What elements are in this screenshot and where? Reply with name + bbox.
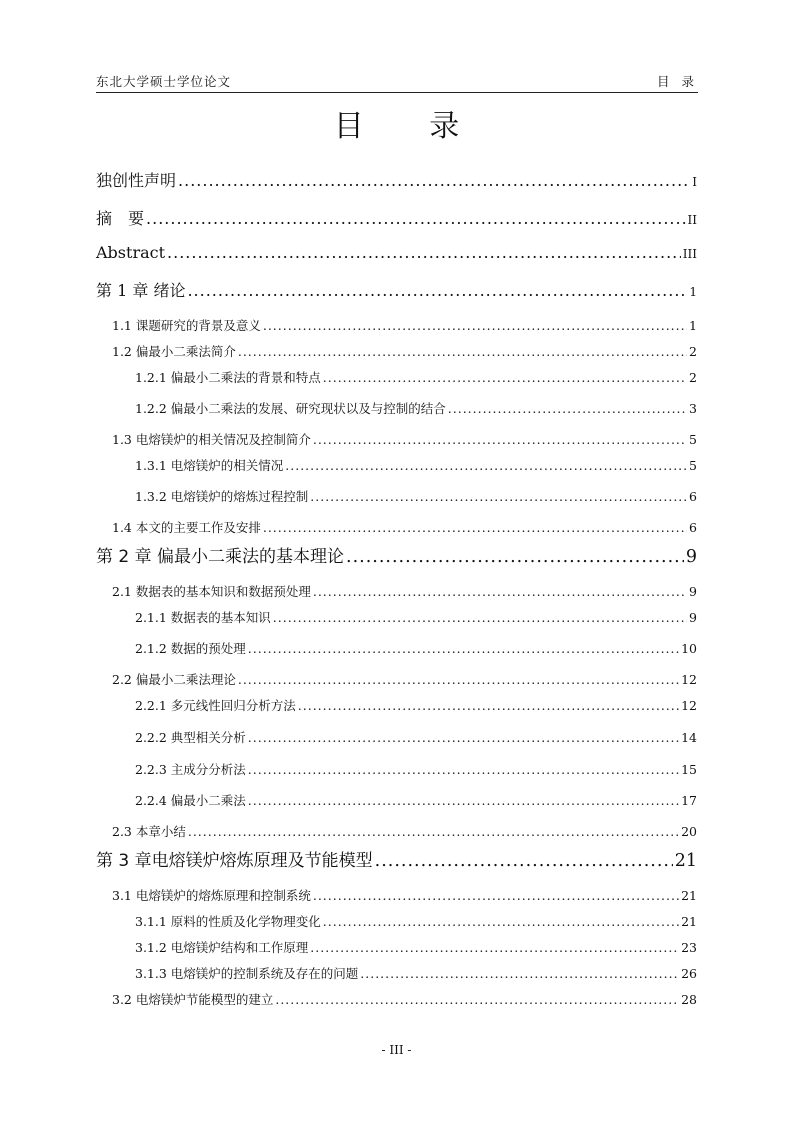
toc-entry-label: 1.2.1 偏最小二乘法的背景和特点 <box>135 370 321 385</box>
toc-entry-subsection[interactable] <box>135 456 697 474</box>
toc-entry-label: 3.1.1 原料的性质及化学物理变化 <box>135 914 321 929</box>
toc-entry-page: 5 <box>689 458 697 473</box>
toc-entry-section[interactable] <box>112 886 697 904</box>
toc-entry-page: 6 <box>689 520 697 535</box>
dot-leader <box>310 940 679 955</box>
toc-entry-abstract-cn[interactable] <box>96 206 697 229</box>
header-section-title: 目 录 <box>657 74 698 89</box>
toc-entry-page: III <box>682 247 697 261</box>
toc-entry-label: 2.2.3 主成分分析法 <box>135 762 246 777</box>
toc-entry-label: 2.2.2 典型相关分析 <box>135 730 246 745</box>
toc-entry-section[interactable] <box>112 316 697 334</box>
dot-leader <box>248 793 679 808</box>
toc-entry-label: 1.3 电熔镁炉的相关情况及控制简介 <box>112 432 311 447</box>
toc-entry-label: 摘 要 <box>96 209 145 228</box>
toc-entry-section[interactable] <box>112 670 697 688</box>
toc-entry-page: 2 <box>689 344 697 359</box>
toc-entry-subsection[interactable] <box>135 728 697 746</box>
toc-entry-chapter-2[interactable] <box>96 542 697 567</box>
toc-entry-subsection[interactable] <box>135 938 697 956</box>
toc-entry-page: 3 <box>689 401 697 416</box>
dot-leader <box>187 281 687 300</box>
toc-entry-page: 2 <box>689 370 697 385</box>
toc-entry-page: 21 <box>674 851 697 871</box>
toc-entry-section[interactable] <box>112 430 697 448</box>
toc-entry-label: 1.3.2 电熔镁炉的熔炼过程控制 <box>135 489 309 504</box>
toc-entry-page: 20 <box>681 824 697 839</box>
dot-leader <box>448 401 687 416</box>
toc-entry-subsection[interactable] <box>135 608 697 626</box>
dot-leader <box>346 547 684 567</box>
toc-entry-label: 第 3 章电熔镁炉熔炼原理及节能模型 <box>96 851 373 871</box>
toc-entry-section[interactable] <box>112 518 697 536</box>
toc-entry-label: 2.1.1 数据表的基本知识 <box>135 610 271 625</box>
dot-leader <box>313 584 687 599</box>
toc-entry-page: 26 <box>681 966 697 981</box>
toc-entry-page: 6 <box>689 489 697 504</box>
dot-leader <box>238 672 679 687</box>
toc-entry-label: 第 1 章 绪论 <box>96 281 186 300</box>
toc-entry-label: 2.2.4 偏最小二乘法 <box>135 793 246 808</box>
toc-entry-page: II <box>687 213 697 227</box>
toc-entry-page: 10 <box>681 641 697 656</box>
toc-entry-label: 1.3.1 电熔镁炉的相关情况 <box>135 458 284 473</box>
toc-entry-page: 9 <box>689 610 697 625</box>
dot-leader <box>178 171 690 190</box>
toc-entry-label: 1.4 本文的主要工作及安排 <box>112 520 261 535</box>
toc-entry-page: 28 <box>681 992 697 1007</box>
toc-entry-subsection[interactable] <box>135 912 697 930</box>
toc-entry-page: 21 <box>681 888 697 903</box>
dot-leader <box>360 966 679 981</box>
toc-entry-label: 2.1 数据表的基本知识和数据预处理 <box>112 584 311 599</box>
toc-entry-label: Abstract <box>96 243 166 262</box>
dot-leader <box>188 824 679 839</box>
dot-leader <box>146 209 686 228</box>
toc-entry-label: 3.2 电熔镁炉节能模型的建立 <box>112 992 274 1007</box>
toc-entry-subsection[interactable] <box>135 639 697 657</box>
toc-entry-page: 23 <box>681 940 697 955</box>
dot-leader <box>248 762 679 777</box>
toc-entry-section[interactable] <box>112 822 697 840</box>
dot-leader <box>275 992 679 1007</box>
toc-entry-label: 独创性声明 <box>96 171 177 190</box>
toc-entry-page: 9 <box>689 584 697 599</box>
dot-leader <box>310 489 687 504</box>
dot-leader <box>313 432 687 447</box>
toc-entry-label: 1.2 偏最小二乘法简介 <box>112 344 236 359</box>
toc-entry-subsection[interactable] <box>135 399 697 417</box>
header-thesis-title: 东北大学硕士学位论文 <box>96 74 232 89</box>
toc-entry-page: 5 <box>689 432 697 447</box>
toc-entry-subsection[interactable] <box>135 964 697 982</box>
toc-entry-chapter-1[interactable] <box>96 278 697 301</box>
toc-entry-page: 17 <box>681 793 697 808</box>
page-number: - III - <box>381 1043 412 1057</box>
toc-entry-label: 2.1.2 数据的预处理 <box>135 641 246 656</box>
toc-entry-label: 3.1.2 电熔镁炉结构和工作原理 <box>135 940 309 955</box>
toc-entry-section[interactable] <box>112 990 697 1008</box>
toc-entry-label: 2.2.1 多元线性回归分析方法 <box>135 698 296 713</box>
dot-leader <box>248 641 679 656</box>
toc-entry-section[interactable] <box>112 582 697 600</box>
toc-entry-subsection[interactable] <box>135 487 697 505</box>
dot-leader <box>238 344 687 359</box>
toc-entry-page: 21 <box>681 914 697 929</box>
toc-entry-chapter-3[interactable] <box>96 846 697 871</box>
page-title: 目 录 <box>333 109 488 144</box>
toc-entry-label: 1.2.2 偏最小二乘法的发展、研究现状以及与控制的结合 <box>135 401 446 416</box>
toc-entry-subsection[interactable] <box>135 368 697 386</box>
dot-leader <box>263 520 687 535</box>
toc-entry-page: 12 <box>681 698 697 713</box>
toc-entry-page: 1 <box>689 285 697 299</box>
dot-leader <box>323 370 687 385</box>
toc-entry-page: 9 <box>685 547 697 567</box>
toc-entry-page: 1 <box>689 318 697 333</box>
toc-entry-section[interactable] <box>112 342 697 360</box>
dot-leader <box>298 698 679 713</box>
toc-entry-subsection[interactable] <box>135 696 697 714</box>
toc-entry-abstract-en[interactable] <box>96 243 697 262</box>
toc-entry-page: 12 <box>681 672 697 687</box>
dot-leader <box>375 851 673 871</box>
toc-entry-declaration[interactable] <box>96 168 697 191</box>
toc-entry-label: 1.1 课题研究的背景及意义 <box>112 318 261 333</box>
toc-entry-label: 3.1.3 电熔镁炉的控制系统及存在的问题 <box>135 966 359 981</box>
toc-entry-page: 14 <box>681 730 697 745</box>
toc-entry-label: 2.2 偏最小二乘法理论 <box>112 672 236 687</box>
toc-entry-subsection[interactable] <box>135 791 697 809</box>
dot-leader <box>167 243 681 262</box>
dot-leader <box>263 318 687 333</box>
toc-entry-subsection[interactable] <box>135 760 697 778</box>
dot-leader <box>248 730 679 745</box>
toc-entry-label: 2.3 本章小结 <box>112 824 186 839</box>
toc-entry-page: I <box>692 175 697 189</box>
toc-entry-label: 3.1 电熔镁炉的熔炼原理和控制系统 <box>112 888 311 903</box>
dot-leader <box>285 458 687 473</box>
toc-entry-page: 15 <box>681 762 697 777</box>
dot-leader <box>313 888 679 903</box>
dot-leader <box>323 914 679 929</box>
toc-entry-label: 第 2 章 偏最小二乘法的基本理论 <box>96 547 345 567</box>
dot-leader <box>273 610 687 625</box>
